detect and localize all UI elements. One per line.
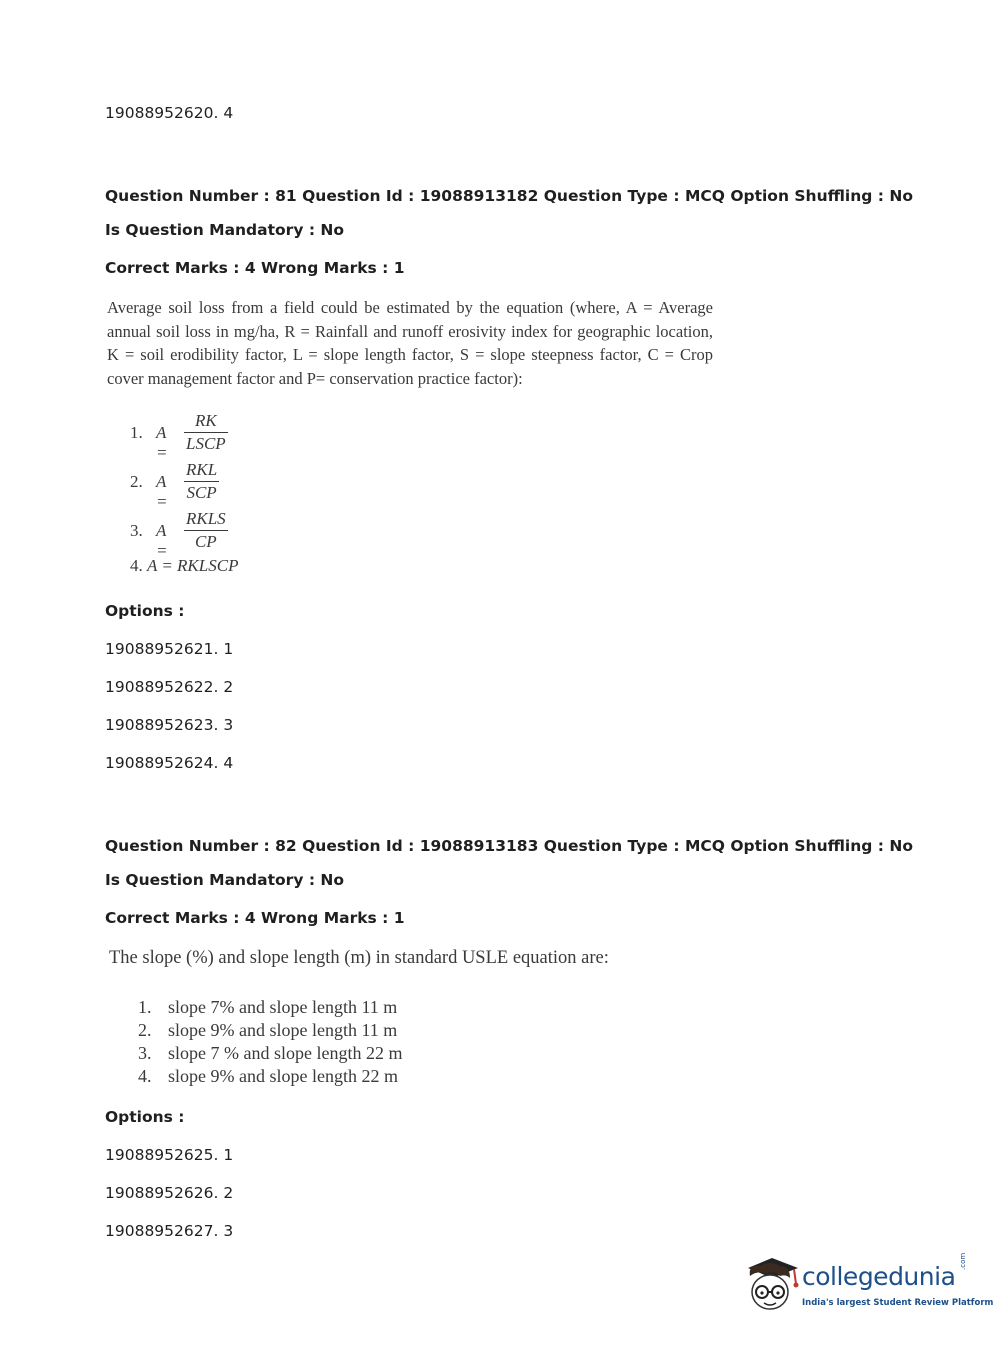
q82-choice-3	[138, 1042, 402, 1065]
choice-number: 1.	[130, 423, 143, 442]
equation-lhs: A =	[156, 521, 168, 560]
equation-lhs: A =	[156, 472, 168, 511]
q82-option-2: 19088952626. 2	[105, 1184, 234, 1202]
q82-choice-4	[138, 1065, 402, 1088]
choice-number: 2.	[130, 472, 143, 491]
q82-choice-1	[138, 996, 402, 1019]
choice-number: 3.	[130, 521, 143, 540]
q81-header: Question Number : 81 Question Id : 19088913182 Question Type : MCQ Option Shuffling : No	[105, 187, 913, 205]
q81-choice-4	[130, 556, 238, 576]
q82-stem: The slope (%) and slope length (m) in standard USLE equation are:	[109, 948, 609, 968]
collegedunia-logo	[740, 1250, 994, 1320]
numerator: RK	[194, 411, 217, 430]
choice-text: slope 7 % and slope length 22 m	[168, 1043, 403, 1063]
fraction	[184, 459, 219, 504]
q81-option-4: 19088952624. 4	[105, 754, 234, 772]
q81-marks: Correct Marks : 4 Wrong Marks : 1	[105, 259, 405, 277]
logo-suffix: .com	[959, 1252, 967, 1270]
q81-stem: Average soil loss from a field could be estimated by the equation (where, A = Average annual soil loss in mg/ha, R = Rainfall and runoff erosivity index for geographic location, K = soil erodibility factor, L = slope length factor, S = slope steepness factor, C = Crop cover management factor and P= conservation practice factor):	[107, 298, 713, 388]
q81-option-2: 19088952622. 2	[105, 678, 234, 696]
choice-number: 4.	[138, 1066, 152, 1086]
q82-mandatory: Is Question Mandatory : No	[105, 871, 345, 889]
choice-text: slope 7% and slope length 11 m	[168, 997, 398, 1017]
q82-marks: Correct Marks : 4 Wrong Marks : 1	[105, 909, 405, 927]
choice-number: 2.	[138, 1020, 152, 1040]
denominator: LSCP	[186, 434, 226, 453]
numerator: RKLS	[186, 509, 226, 528]
q81-options-label: Options :	[105, 602, 185, 620]
logo-tagline: India's largest Student Review Platform	[802, 1298, 994, 1308]
q82-choice-2	[138, 1019, 402, 1042]
logo-wordmark: collegedunia	[802, 1262, 956, 1291]
q82-option-1: 19088952625. 1	[105, 1146, 234, 1164]
choice-text: slope 9% and slope length 22 m	[168, 1066, 398, 1086]
q82-option-3: 19088952627. 3	[105, 1222, 234, 1240]
choice-text: A = RKLSCP	[147, 556, 239, 575]
choice-number: 3.	[138, 1043, 152, 1063]
q82-header: Question Number : 82 Question Id : 19088913183 Question Type : MCQ Option Shuffling : No	[105, 837, 913, 855]
choice-number: 4.	[130, 556, 143, 575]
choice-number: 1.	[138, 997, 152, 1017]
q81-mandatory: Is Question Mandatory : No	[105, 221, 345, 239]
numerator: RKL	[186, 460, 218, 479]
denominator: SCP	[184, 481, 219, 504]
fraction	[184, 410, 228, 455]
fraction	[184, 508, 228, 553]
q81-option-1: 19088952621. 1	[105, 640, 234, 658]
mascot-icon	[740, 1250, 802, 1320]
q82-choice-list	[138, 996, 402, 1088]
choice-text: slope 9% and slope length 11 m	[168, 1020, 398, 1040]
denominator: CP	[184, 530, 228, 553]
equation-lhs: A =	[156, 423, 168, 462]
q82-options-label: Options :	[105, 1108, 185, 1126]
q81-option-3: 19088952623. 3	[105, 716, 234, 734]
prev-option-4: 19088952620. 4	[105, 104, 234, 122]
